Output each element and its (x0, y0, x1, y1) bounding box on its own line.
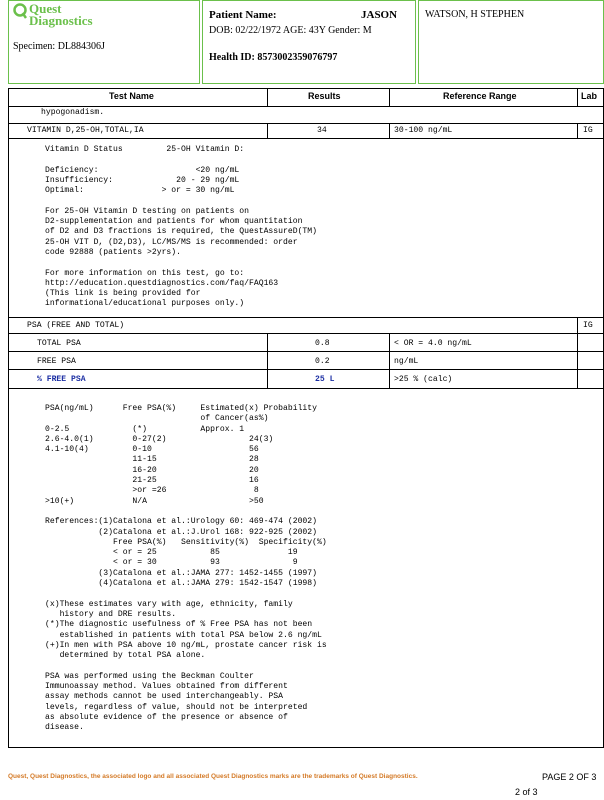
trademark-notice: Quest, Quest Diagnostics, the associated logo and all associated Quest Diagnostics marks are the trademarks of Quest Diagnostics. (8, 773, 418, 780)
psa-interpretation: PSA(ng/mL) Free PSA(%) Estimated(x) Probability of Cancer(as%) 0-2.5 (*) Approx. 1 2.6-4.0(1) 0-27(2) 24(3) 4.1-10(4) 0-10 56 11-15 28 16-20 20 21-25 16 >or =26 8 >10(+) N/A >50 References:(1)Catalona et al.:Urology 60: 469-474 (2002) (2)Catalona et al.:J.Urol 168: 922-925 (2002) Free PSA(%) Sensitivity(%) Specificity(%) < or = 25 85 19 < or = 30 93 9 (3)Catalona et al.:JAMA 277: 1452-1455 (1997) (4)Catalona et al.:JAMA 279: 1542-1547 (1998) (x)These estimates vary with age, ethnicity, family history and DRE results. (*)The diagnostic usefulness of % Free PSA has not been established in patients with total PSA below 2.6 ng/mL (+)In men with PSA above 10 ng/mL, prostate cancer risk is determined by total PSA alone. PSA was performed using the Beckman Coulter Immunoassay method. Values obtained from different assay methods cannot be used interchangeably. PSA levels, regardless of value, should not be interpreted as absolute evidence of the presence or absence of disease. (45, 404, 327, 733)
pct-free-psa-name: % FREE PSA (37, 375, 86, 384)
report-header (8, 0, 604, 84)
total-psa-reference: < OR = 4.0 ng/mL (394, 339, 472, 348)
physician-cell (418, 0, 604, 84)
total-psa-result: 0.8 (315, 339, 330, 348)
pct-free-psa-reference: >25 % (calc) (394, 375, 453, 384)
column-header-lab: Lab (581, 91, 598, 101)
health-id: Health ID: 8573002359076797 (209, 52, 338, 63)
patient-dob-age-gender: DOB: 02/22/1972 AGE: 43Y Gender: M (209, 25, 372, 36)
physician-name: WATSON, H STEPHEN (425, 9, 525, 20)
logo-line-2: Diagnostics (29, 13, 93, 28)
free-psa-result: 0.2 (315, 357, 330, 366)
logo-line-1: Quest (29, 1, 62, 16)
patient-first-name: JASON (361, 9, 398, 21)
vitamin-d-result: 34 (317, 126, 327, 135)
quest-logo (13, 3, 93, 27)
column-header-reference-range: Reference Range (443, 91, 517, 101)
patient-info-cell (202, 0, 416, 84)
free-psa-reference: ng/mL (394, 357, 419, 366)
total-psa-name: TOTAL PSA (37, 339, 81, 348)
quest-logo-icon (13, 3, 27, 19)
column-header-results: Results (308, 91, 341, 101)
specimen-id: Specimen: DL884306J (13, 41, 105, 52)
vitamin-d-test-name: VITAMIN D,25-OH,TOTAL,IA (27, 126, 144, 135)
psa-group-name: PSA (FREE AND TOTAL) (27, 321, 125, 330)
page-of-label: PAGE 2 OF 3 (542, 772, 597, 782)
pct-free-psa-result: 25 L (315, 375, 335, 384)
psa-group-lab: IG (583, 321, 593, 330)
vitamin-d-reference: 30-100 ng/mL (394, 126, 453, 135)
results-table (8, 88, 604, 748)
page-number: 2 of 3 (515, 787, 538, 797)
vitamin-d-interpretation: Vitamin D Status 25-OH Vitamin D: Deficiency: <20 ng/mL Insufficiency: 20 - 29 ng/mL Optimal: > or = 30 ng/mL For 25-OH Vitamin D testing on patients on D2-supplementation and patients for whom quantitation of D2 and D3 fractions is required, the QuestAssureD(TM) 25-OH VIT D, (D2,D3), LC/MS/MS is recommended: order code 92888 (patients >2yrs). For more information on this test, go to: http://education.questdiagnostics.com/faq/FAQ163 (This link is being provided for informational/educational purposes only.) (45, 145, 317, 309)
carryover-note: hypogonadism. (41, 108, 105, 117)
vitamin-d-lab: IG (583, 126, 593, 135)
patient-name-label: Patient Name: (209, 9, 277, 21)
lab-info-cell (8, 0, 200, 84)
free-psa-name: FREE PSA (37, 357, 76, 366)
column-header-test-name: Test Name (109, 91, 154, 101)
